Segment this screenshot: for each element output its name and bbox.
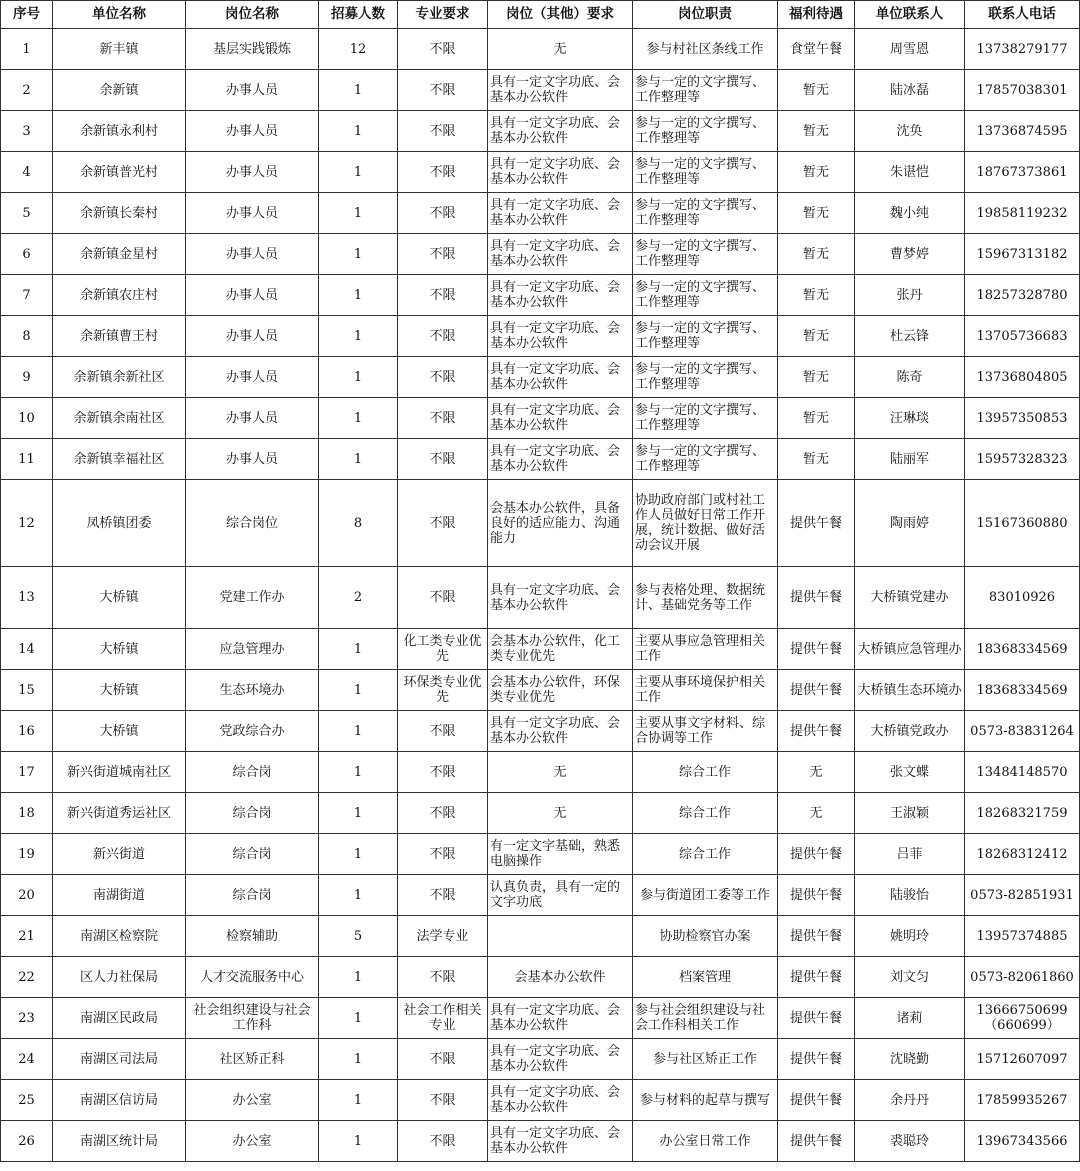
table-cell: 18268312412 [965,834,1080,875]
table-cell: 1 [319,957,398,998]
table-row [1,1121,1080,1162]
table-row [1,357,1080,398]
table-cell: 不限 [398,875,488,916]
table-cell: 具有一定文字功底、会基本办公软件 [488,70,633,111]
table-cell: 3 [1,111,53,152]
header-cell: 序号 [1,1,53,29]
table-cell: 不限 [398,439,488,480]
table-cell: 不限 [398,480,488,567]
table-cell: 参与一定的文字撰写、工作整理等 [633,70,778,111]
table-cell: 参与材料的起草与撰写 [633,1080,778,1121]
table-cell: 具有一定文字功底、会基本办公软件 [488,152,633,193]
table-cell: 1 [319,70,398,111]
table-cell: 17 [1,752,53,793]
table-cell: 余新镇永利村 [53,111,186,152]
table-cell: 1 [319,111,398,152]
table-cell: 18257328780 [965,275,1080,316]
table-cell: 杜云锋 [855,316,965,357]
table-cell: 17859935267 [965,1080,1080,1121]
table-cell: 22 [1,957,53,998]
table-cell: 办公室 [186,1080,319,1121]
table-cell: 不限 [398,111,488,152]
table-cell: 18268321759 [965,793,1080,834]
table-cell: 1 [319,193,398,234]
table-cell: 18368334569 [965,670,1080,711]
table-cell: 魏小纯 [855,193,965,234]
table-cell: 1 [319,875,398,916]
table-cell: 办事人员 [186,316,319,357]
table-cell: 裘聪玲 [855,1121,965,1162]
table-cell: 环保类专业优先 [398,670,488,711]
table-cell: 办事人员 [186,439,319,480]
table-cell: 办事人员 [186,193,319,234]
table-cell: 14 [1,629,53,670]
table-cell: 大桥镇党建办 [855,567,965,629]
table-cell: 11 [1,439,53,480]
table-cell: 具有一定文字功底、会基本办公软件 [488,316,633,357]
table-cell: 18 [1,793,53,834]
table-row [1,234,1080,275]
table-cell: 参与街道团工委等工作 [633,875,778,916]
table-cell: 大桥镇 [53,670,186,711]
table-cell: 0573-82851931 [965,875,1080,916]
table-cell: 办事人员 [186,275,319,316]
table-cell: 应急管理办 [186,629,319,670]
table-cell: 余新镇曹王村 [53,316,186,357]
table-cell: 1 [319,234,398,275]
table-cell: 提供午餐 [778,1121,855,1162]
table-cell: 具有一定文字功底、会基本办公软件 [488,1121,633,1162]
table-cell: 不限 [398,357,488,398]
table-cell: 主要从事应急管理相关工作 [633,629,778,670]
header-cell: 专业要求 [398,1,488,29]
table-row [1,29,1080,70]
table-cell: 1 [319,357,398,398]
table-cell: 提供午餐 [778,998,855,1039]
table-cell: 提供午餐 [778,480,855,567]
table-cell: 13738279177 [965,29,1080,70]
table-cell: 无 [778,793,855,834]
table-cell: 不限 [398,152,488,193]
table-cell: 大桥镇应急管理办 [855,629,965,670]
table-cell: 17857038301 [965,70,1080,111]
table-cell: 基层实践锻炼 [186,29,319,70]
table-cell: 主要从事文字材料、综合协调等工作 [633,711,778,752]
table-cell: 具有一定文字功底、会基本办公软件 [488,398,633,439]
table-cell: 提供午餐 [778,711,855,752]
table-cell: 新兴街道城南社区 [53,752,186,793]
table-row [1,439,1080,480]
table-cell: 9 [1,357,53,398]
table-cell: 21 [1,916,53,957]
table-row [1,275,1080,316]
table-cell: 不限 [398,275,488,316]
table-cell: 12 [319,29,398,70]
table-cell: 83010926 [965,567,1080,629]
table-cell: 陈奇 [855,357,965,398]
header-cell: 单位名称 [53,1,186,29]
table-cell: 13484148570 [965,752,1080,793]
table-cell: 会基本办公软件，化工类专业优先 [488,629,633,670]
table-cell: 新兴街道秀运社区 [53,793,186,834]
table-cell: 档案管理 [633,957,778,998]
table-cell: 提供午餐 [778,629,855,670]
table-cell: 1 [319,670,398,711]
table-cell: 参与一定的文字撰写、工作整理等 [633,193,778,234]
table-cell: 综合岗 [186,793,319,834]
table-cell: 张文蝶 [855,752,965,793]
table-cell: 不限 [398,711,488,752]
table-cell: 不限 [398,793,488,834]
table-cell: 1 [1,29,53,70]
table-cell: 陶雨婷 [855,480,965,567]
table-cell: 8 [1,316,53,357]
table-cell: 陆冰磊 [855,70,965,111]
table-cell: 暂无 [778,152,855,193]
table-cell: 2 [1,70,53,111]
table-cell: 有一定文字基础，熟悉电脑操作 [488,834,633,875]
table-cell: 陆丽军 [855,439,965,480]
table-cell: 提供午餐 [778,834,855,875]
table-cell: 具有一定文字功底、会基本办公软件 [488,193,633,234]
table-cell: 协助检察官办案 [633,916,778,957]
table-cell: 具有一定文字功底、会基本办公软件 [488,1039,633,1080]
table-cell: 2 [319,567,398,629]
table-cell: 1 [319,793,398,834]
table-cell: 办公室 [186,1121,319,1162]
table-cell: 提供午餐 [778,957,855,998]
table-cell: 12 [1,480,53,567]
table-cell: 18767373861 [965,152,1080,193]
table-cell: 13957374885 [965,916,1080,957]
table-cell: 不限 [398,567,488,629]
table-cell: 提供午餐 [778,1080,855,1121]
table-cell: 曹梦婷 [855,234,965,275]
table-row [1,152,1080,193]
table-cell: 南湖区检察院 [53,916,186,957]
table-cell: 具有一定文字功底、会基本办公软件 [488,275,633,316]
table-cell: 南湖街道 [53,875,186,916]
table-cell: 综合工作 [633,752,778,793]
table-cell: 生态环境办 [186,670,319,711]
table-cell: 余新镇余新社区 [53,357,186,398]
table-row [1,834,1080,875]
table-cell: 陆骏怡 [855,875,965,916]
table-cell: 不限 [398,234,488,275]
table-cell: 周雪恩 [855,29,965,70]
table-cell: 南湖区信访局 [53,1080,186,1121]
table-cell: 办公室日常工作 [633,1121,778,1162]
table-cell: 综合岗 [186,752,319,793]
table-cell: 1 [319,439,398,480]
table-cell: 13736874595 [965,111,1080,152]
table-cell: 5 [319,916,398,957]
table-cell: 18368334569 [965,629,1080,670]
table-cell: 吕菲 [855,834,965,875]
table-cell: 7 [1,275,53,316]
table-cell: 15967313182 [965,234,1080,275]
table-cell: 16 [1,711,53,752]
table-cell: 5 [1,193,53,234]
table-cell: 参与村社区条线工作 [633,29,778,70]
table-cell: 具有一定文字功底、会基本办公软件 [488,567,633,629]
table-cell: 大桥镇生态环境办 [855,670,965,711]
table-cell: 参与一定的文字撰写、工作整理等 [633,152,778,193]
table-cell: 综合岗 [186,875,319,916]
table-cell: 19858119232 [965,193,1080,234]
table-row [1,875,1080,916]
table-row [1,316,1080,357]
table-cell: 无 [778,752,855,793]
table-cell: 1 [319,398,398,439]
table-cell: 0573-83831264 [965,711,1080,752]
table-cell: 不限 [398,193,488,234]
table-cell: 参与表格处理、数据统计、基础党务等工作 [633,567,778,629]
table-cell: 提供午餐 [778,875,855,916]
table-cell: 10 [1,398,53,439]
table-cell: 1 [319,752,398,793]
table-row [1,793,1080,834]
table-cell: 20 [1,875,53,916]
table-cell: 余新镇金星村 [53,234,186,275]
table-cell: 具有一定文字功底、会基本办公软件 [488,439,633,480]
table-cell: 参与一定的文字撰写、工作整理等 [633,398,778,439]
table-cell: 区人力社保局 [53,957,186,998]
header-row [1,1,1080,29]
table-cell: 25 [1,1080,53,1121]
table-cell: 13967343566 [965,1121,1080,1162]
table-cell: 24 [1,1039,53,1080]
table-row [1,398,1080,439]
table-cell: 新兴街道 [53,834,186,875]
table-cell: 余新镇 [53,70,186,111]
table-cell: 余新镇普光村 [53,152,186,193]
table-cell: 不限 [398,316,488,357]
table-cell: 暂无 [778,357,855,398]
table-cell: 6 [1,234,53,275]
table-cell: 协助政府部门或村社工作人员做好日常工作开展，统计数据、做好活动会议开展 [633,480,778,567]
table-cell: 凤桥镇团委 [53,480,186,567]
table-cell: 党政综合办 [186,711,319,752]
table-cell: 办事人员 [186,234,319,275]
table-cell: 参与社区矫正工作 [633,1039,778,1080]
table-cell: 余新镇农庄村 [53,275,186,316]
table-cell: 提供午餐 [778,916,855,957]
table-cell: 15712607097 [965,1039,1080,1080]
table-cell: 1 [319,1080,398,1121]
table-cell: 南湖区司法局 [53,1039,186,1080]
table-cell: 余丹丹 [855,1080,965,1121]
table-cell: 认真负责，具有一定的文字功底 [488,875,633,916]
table-cell: 会基本办公软件，具备良好的适应能力、沟通能力 [488,480,633,567]
table-cell: 1 [319,998,398,1039]
table-cell: 0573-82061860 [965,957,1080,998]
table-cell: 不限 [398,834,488,875]
table-cell: 人才交流服务中心 [186,957,319,998]
table-row [1,111,1080,152]
table-cell: 不限 [398,1121,488,1162]
table-row [1,193,1080,234]
table-cell: 社会工作相关专业 [398,998,488,1039]
table-cell: 1 [319,152,398,193]
table-cell: 1 [319,1121,398,1162]
table-cell: 提供午餐 [778,670,855,711]
table-cell: 13736804805 [965,357,1080,398]
table-cell: 检察辅助 [186,916,319,957]
table-cell: 26 [1,1121,53,1162]
table-cell: 参与一定的文字撰写、工作整理等 [633,111,778,152]
table-cell: 1 [319,711,398,752]
table-cell: 沈奂 [855,111,965,152]
table-cell: 姚明玲 [855,916,965,957]
table-cell: 社区矫正科 [186,1039,319,1080]
table-cell: 13666750699（660699） [965,998,1080,1039]
header-cell: 岗位名称 [186,1,319,29]
table-cell: 暂无 [778,316,855,357]
table-row [1,480,1080,567]
table-cell: 办事人员 [186,357,319,398]
table-row [1,629,1080,670]
table-cell: 沈晓勤 [855,1039,965,1080]
table-cell: 暂无 [778,70,855,111]
table-cell: 不限 [398,957,488,998]
table-cell: 大桥镇 [53,629,186,670]
table-cell: 张丹 [855,275,965,316]
table-cell: 不限 [398,398,488,439]
table-cell: 具有一定文字功底、会基本办公软件 [488,111,633,152]
table-cell: 具有一定文字功底、会基本办公软件 [488,998,633,1039]
table-cell: 4 [1,152,53,193]
table-cell: 食堂午餐 [778,29,855,70]
table-cell: 暂无 [778,111,855,152]
table-row [1,711,1080,752]
table-row [1,1080,1080,1121]
table-cell: 13705736683 [965,316,1080,357]
table-cell: 1 [319,1039,398,1080]
table-cell: 综合岗 [186,834,319,875]
table-cell: 大桥镇 [53,567,186,629]
table-cell: 暂无 [778,193,855,234]
table-cell: 不限 [398,1039,488,1080]
table-cell: 具有一定文字功底、会基本办公软件 [488,711,633,752]
table-row [1,916,1080,957]
table-cell: 15 [1,670,53,711]
table-cell: 党建工作办 [186,567,319,629]
header-cell: 福利待遇 [778,1,855,29]
header-cell: 岗位（其他）要求 [488,1,633,29]
table-cell: 8 [319,480,398,567]
table-cell: 综合工作 [633,793,778,834]
table-cell: 余新镇余南社区 [53,398,186,439]
table-cell: 15167360880 [965,480,1080,567]
table-cell: 19 [1,834,53,875]
table-cell: 法学专业 [398,916,488,957]
table-cell: 大桥镇 [53,711,186,752]
table-cell: 具有一定文字功底、会基本办公软件 [488,234,633,275]
table-cell: 办事人员 [186,111,319,152]
table-cell: 王淑颖 [855,793,965,834]
table-cell: 暂无 [778,275,855,316]
table-row [1,998,1080,1039]
table-row [1,70,1080,111]
table-cell: 参与一定的文字撰写、工作整理等 [633,439,778,480]
table-cell: 诸莉 [855,998,965,1039]
header-cell: 招募人数 [319,1,398,29]
table-cell: 会基本办公软件，环保类专业优先 [488,670,633,711]
table-cell: 刘文匀 [855,957,965,998]
table-cell: 提供午餐 [778,1039,855,1080]
table-cell: 13957350853 [965,398,1080,439]
table-cell: 无 [488,752,633,793]
table-cell: 参与社会组织建设与社会工作科相关工作 [633,998,778,1039]
table-cell: 汪琳琰 [855,398,965,439]
table-cell: 朱谌恺 [855,152,965,193]
header-cell: 单位联系人 [855,1,965,29]
table-cell: 不限 [398,1080,488,1121]
table-cell: 不限 [398,752,488,793]
table-cell: 1 [319,316,398,357]
table-cell: 1 [319,629,398,670]
table-cell: 办事人员 [186,152,319,193]
table-cell: 余新镇长秦村 [53,193,186,234]
table-cell: 余新镇幸福社区 [53,439,186,480]
table-row [1,752,1080,793]
table-row [1,670,1080,711]
table-row [1,1039,1080,1080]
header-cell: 联系人电话 [965,1,1080,29]
table-cell: 参与一定的文字撰写、工作整理等 [633,275,778,316]
table-cell: 南湖区民政局 [53,998,186,1039]
table-cell [488,916,633,957]
table-cell: 15957328323 [965,439,1080,480]
table-row [1,957,1080,998]
table-cell: 1 [319,834,398,875]
table-cell: 具有一定文字功底、会基本办公软件 [488,1080,633,1121]
table-cell: 办事人员 [186,70,319,111]
table-cell: 参与一定的文字撰写、工作整理等 [633,357,778,398]
table-cell: 大桥镇党政办 [855,711,965,752]
table-cell: 13 [1,567,53,629]
table-cell: 化工类专业优先 [398,629,488,670]
table-cell: 无 [488,793,633,834]
table-cell: 参与一定的文字撰写、工作整理等 [633,234,778,275]
table-cell: 暂无 [778,234,855,275]
table-cell: 23 [1,998,53,1039]
table-cell: 社会组织建设与社会工作科 [186,998,319,1039]
table-cell: 会基本办公软件 [488,957,633,998]
table-cell: 不限 [398,70,488,111]
table-cell: 主要从事环境保护相关工作 [633,670,778,711]
table-cell: 南湖区统计局 [53,1121,186,1162]
table-cell: 新丰镇 [53,29,186,70]
table-cell: 参与一定的文字撰写、工作整理等 [633,316,778,357]
header-cell: 岗位职责 [633,1,778,29]
table-cell: 无 [488,29,633,70]
table-row [1,567,1080,629]
table-body [1,29,1080,1162]
table-cell: 不限 [398,29,488,70]
table-cell: 1 [319,275,398,316]
table-cell: 办事人员 [186,398,319,439]
table-cell: 暂无 [778,439,855,480]
table-cell: 提供午餐 [778,567,855,629]
table-cell: 综合工作 [633,834,778,875]
table-cell: 综合岗位 [186,480,319,567]
table-cell: 暂无 [778,398,855,439]
table-cell: 具有一定文字功底、会基本办公软件 [488,357,633,398]
